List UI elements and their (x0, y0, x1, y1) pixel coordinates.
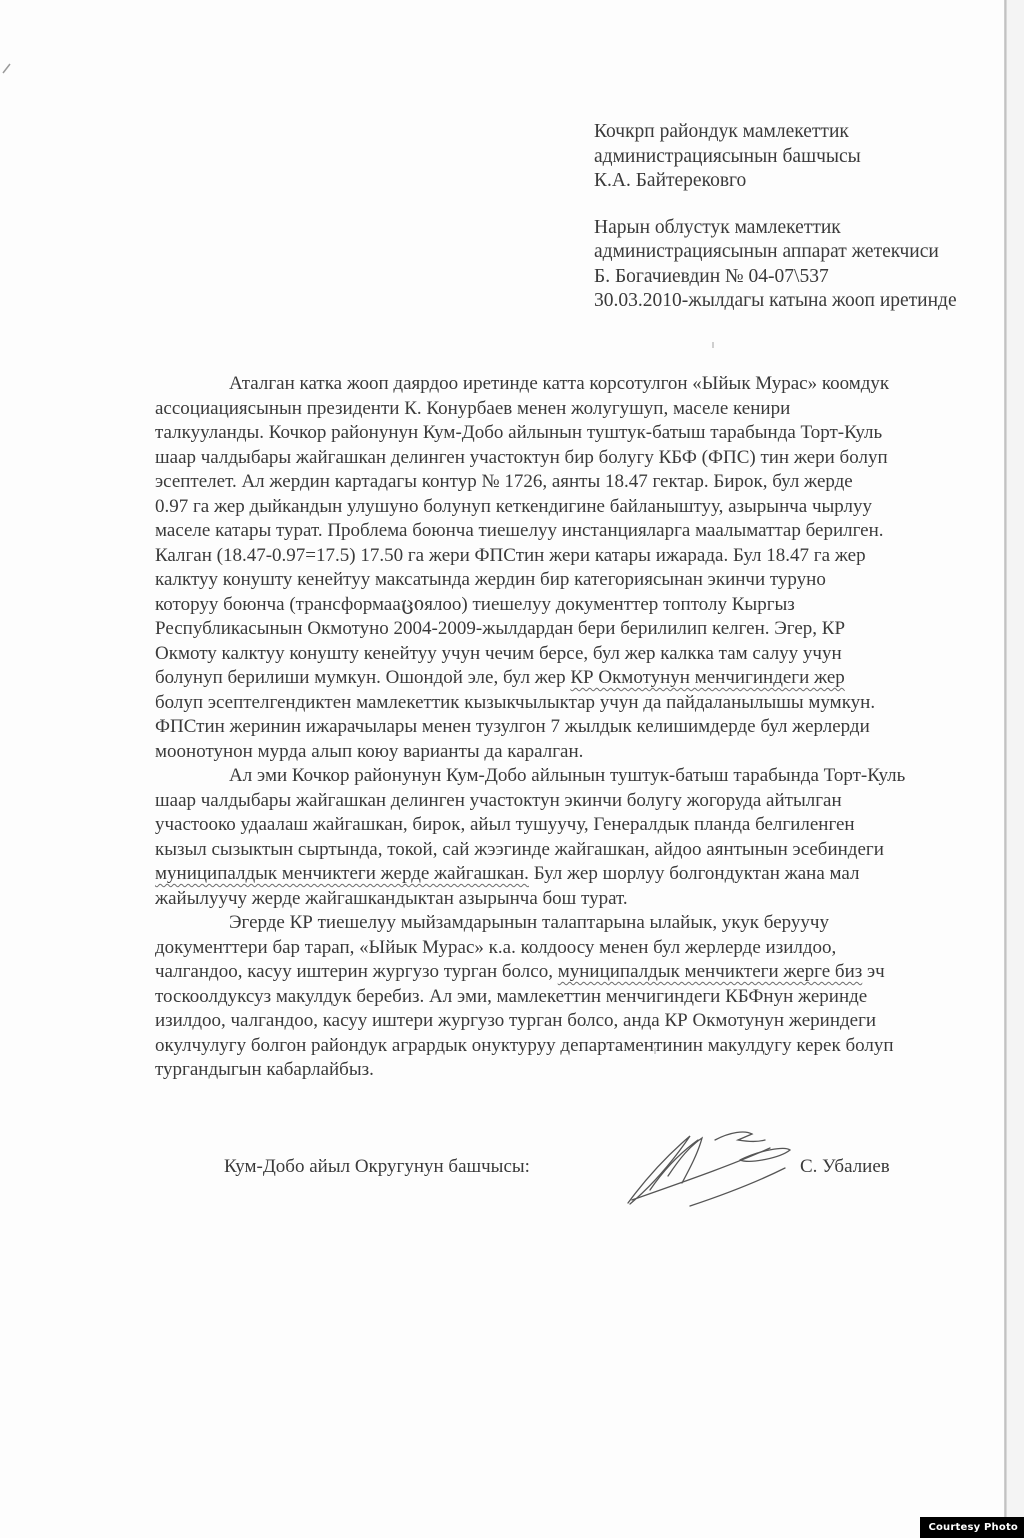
paragraph-1 (155, 372, 1007, 764)
addressee-line: администрациясынын башчысы (594, 145, 861, 167)
underlined-phrase: муниципалдык менчиктеги жерге биз (557, 961, 863, 982)
text-line: тургандыгын кабарлайбыз. (155, 1059, 374, 1080)
text-line: Аталган катка жооп даярдоо иретинде катта корсотулгон «Ыйык Мурас» коомдук (229, 373, 890, 394)
text-line (155, 960, 1007, 985)
addressee-recipient (594, 120, 1014, 194)
signatory-name: С. Убалиев (800, 1156, 890, 1177)
text-line: Калган (18.47-0.97=17.5) 17.50 га жери ФПСтин жери катары ижарада. Бул 18.47 га жер (155, 544, 866, 566)
text-segment: эч (862, 961, 885, 982)
text-line: 0.97 га жер дыйкандын улушуно болунуп кеткендигине байланыштуу, азырынча чырлуу (155, 495, 873, 517)
addressee-line: Нарын облустук мамлекеттик (594, 216, 841, 238)
photo-credit: Courtesy Photo (920, 1517, 1024, 1538)
text-line: Ал эми Кочкор районунун Кум-Добо айлынын туштук-батыш тарабында Торт-Куль (229, 765, 906, 786)
scan-speck (712, 342, 714, 348)
text-line: Окмоту калктуу конушту кенейтуу учун чечим берсе, бул жер калкка там салуу учун (155, 642, 842, 664)
text-line: шаар чалдыбары жайгашкан делинген участоктун экинчи болугу жогоруда айтылган (155, 789, 842, 811)
addressee-block (594, 120, 1014, 336)
text-line: окулчулугу болгон райондук агрардык онуктуруу департаментинин макулдугу керек болуп (155, 1034, 894, 1056)
text-line: шаар чалдыбары жайгашкан делинген участоктун бир болугу КБФ (ФПС) тин жери болуп (155, 446, 888, 468)
text-line: изилдоо, чалгандоо, касуу иштери жургузо турган болсо, анда КР Окмотунун жериндеги (155, 1010, 877, 1031)
text-line: Республикасынын Окмотуно 2004-2009-жылдардан бери берилилип келген. Эгер, КР (155, 618, 846, 639)
text-line (155, 862, 1007, 887)
addressee-line: 30.03.2010-жылдагы катына жооп иретинде (594, 290, 957, 311)
text-line: ассоциациясынын президенти К. Конурбаев менен жолугушуп, маселе кенири (155, 397, 791, 419)
text-line: которуу боюнча (трансформааციялоо) тиешелуу документтер топтолу Кыргыз (155, 593, 795, 615)
text-line: ФПСтин жеринин ижарачылары менен тузулгон 7 жылдык келишимдерде бул жерлерди (155, 716, 870, 737)
text-line: кызыл сызыктын сыртында, токой, сай жээгинде жайгашкан, айдоо аянтынын эсебиндеги (155, 838, 884, 860)
text-line: моонотунон мурда алып коюу варианты да каралган. (155, 740, 584, 762)
underlined-phrase: КР Окмотунун менчигиндеги жер (570, 667, 845, 688)
letter-body (155, 372, 1007, 1083)
text-line: документтери бар тарап, «Ыйык Мурас» к.а. колдоосу менен бул жерлерде изилдоо, (155, 936, 837, 958)
addressee-line: Б. Богачиевдин № 04-07\537 (594, 265, 829, 287)
text-line: болуп эсептелгендиктен мамлекеттик кызыкчылыктар учун да пайдаланылышы мумкун. (155, 691, 876, 713)
text-line: Эгерде КР тиешелуу мыйзамдарынын талаптарына ылайык, укук беруучу (229, 912, 829, 933)
text-segment: Бул жер шорлуу болгондуктан жана мал (528, 863, 860, 884)
text-segment: болунуп берилиши мумкун. Ошондой эле, бул жер (155, 667, 571, 688)
signatory-title: Кум-Добо айыл Округунун башчысы: (224, 1156, 530, 1177)
paragraph-2 (155, 764, 1007, 911)
text-line: маселе катары турат. Проблема боюнча тиешелуу инстанцияларга маалыматтар берилген. (155, 520, 884, 541)
text-line: участооко удаалаш жайгашкан, бирок, айыл тушуучу, Генералдык планда белгиленген (155, 814, 855, 835)
addressee-line: Кочкрп райондук мамлекеттик (594, 121, 849, 142)
text-line: калктуу конушту кенейтуу максатында жердин бир категориясынан экинчи туруно (155, 569, 826, 590)
text-segment: чалгандоо, касуу иштерин жургузо турган болсо, (155, 961, 558, 982)
text-line (155, 666, 1007, 691)
underlined-phrase: муниципалдык менчиктеги жерде жайгашкан. (155, 863, 529, 884)
addressee-line: К.А. Байтерековго (594, 170, 747, 191)
paragraph-3 (155, 911, 1007, 1083)
signature-block (224, 1156, 984, 1246)
text-line: талкууланды. Кочкор районунун Кум-Добо айлынын туштук-батыш тарабында Торт-Куль (155, 422, 883, 443)
scan-mark-icon (2, 62, 12, 74)
text-line: тоскоолдуксуз макулдук беребиз. Ал эми, мамлекеттин менчигиндеги КБФнун жеринде (155, 985, 868, 1007)
signature-icon (620, 1128, 800, 1208)
addressee-line: администрациясынын аппарат жетекчиси (594, 241, 939, 262)
text-line: жайылуучу жерде жайгашкандыктан азырынча бош турат. (155, 887, 628, 909)
addressee-reference (594, 216, 1014, 314)
text-line: эсептелет. Ал жердин картадагы контур № 1726, аянты 18.47 гектар. Бирок, бул жерде (155, 471, 853, 492)
